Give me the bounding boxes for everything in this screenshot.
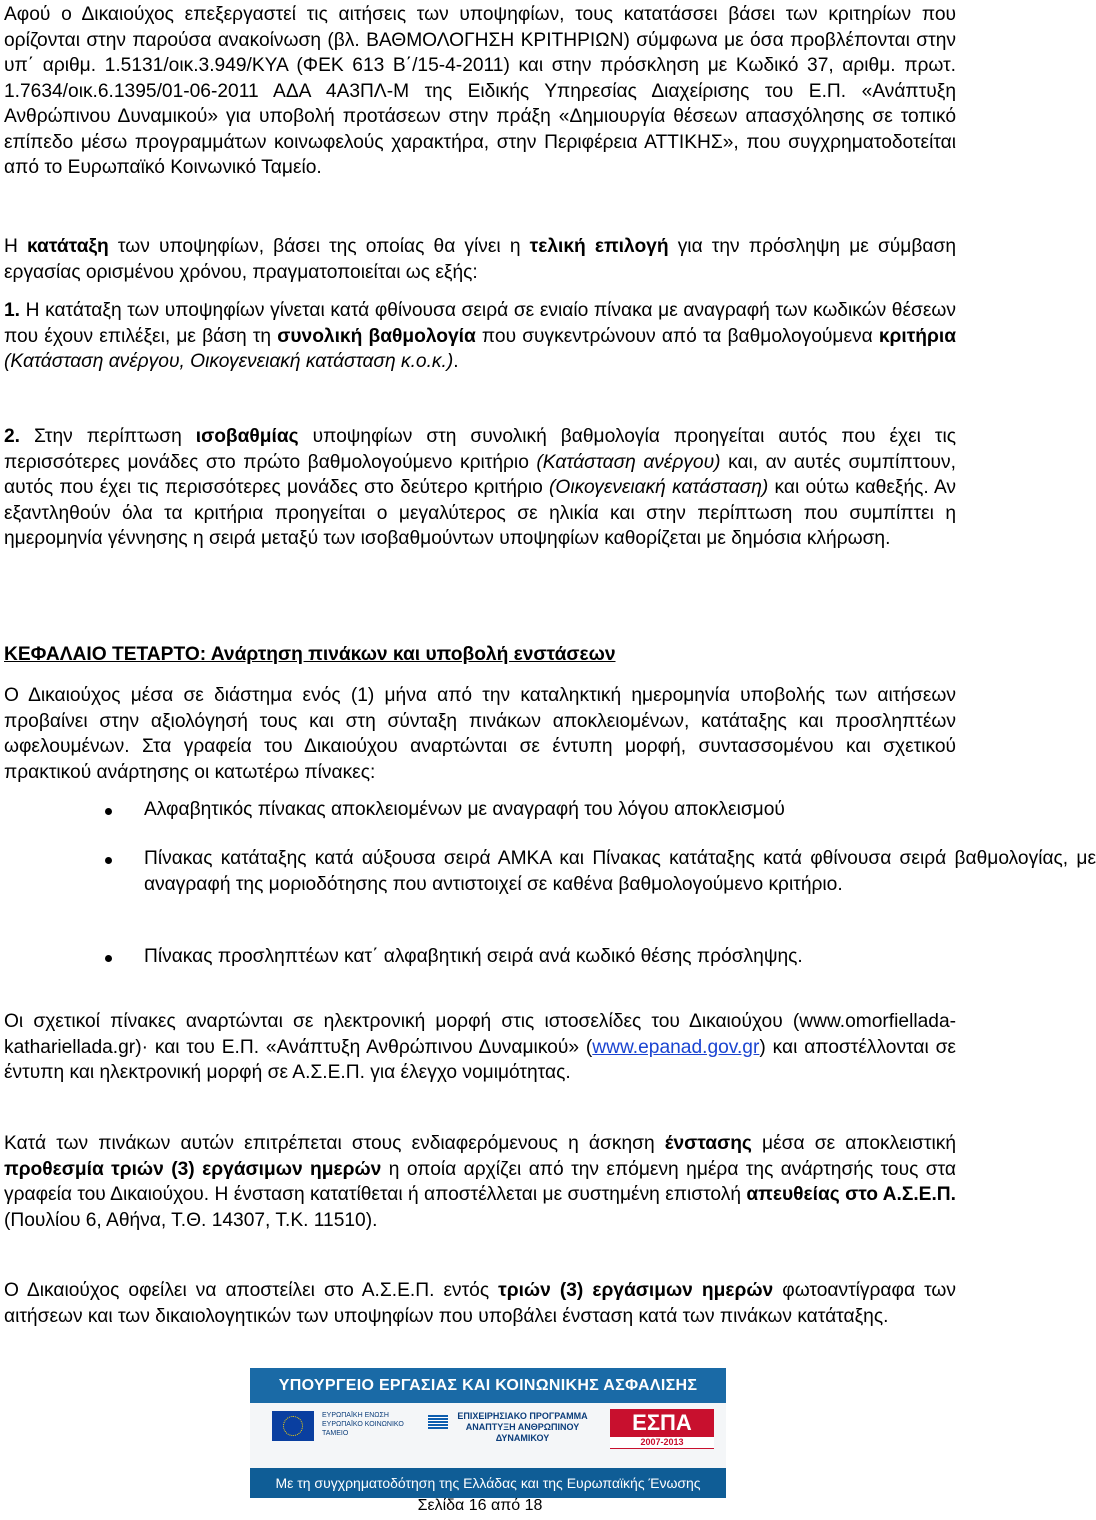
paragraph-rule-1	[4, 298, 956, 375]
italic-text: (Οικογενειακή κατάσταση)	[549, 477, 769, 498]
list-item	[4, 797, 1096, 823]
bold-text: τελική επιλογή	[529, 236, 669, 257]
list-item	[4, 944, 1096, 970]
bold-text: κατάταξη	[27, 236, 109, 257]
espa-label: ΕΣΠΑ	[632, 1410, 692, 1435]
paragraph-ranking-intro: Αφού ο Δικαιούχος επεξεργαστεί τις αιτήσεις των υποψηφίων, τους κατατάσσει βάσει των κριτηρίων που ορίζονται στην παρούσα ανακοίνωση (βλ. ΒΑΘΜΟΛΟΓΗΣΗ ΚΡΙΤΗΡΙΩΝ) σύμφωνα με όσα προβλέπονται στην υπ΄ αριθμ. 1.5131/οικ.3.949/ΚΥΑ (ΦΕΚ 613 Β΄/15-4-2011) και στην πρόσκληση με Κωδικό 37, αριθμ. πρωτ. 1.7634/οικ.6.1395/01-06-2011 ΑΔΑ 4Α3ΠΛ-Μ της Ειδικής Υπηρεσίας Διαχείρισης του Ε.Π. «Ανάπτυξη Ανθρώπινου Δυναμικού» για υποβολή προτάσεων στην πράξη «Δημιουργία θέσεων απασχόλησης σε τοπικό επίπεδο μέσω προγραμμάτων κοινωφελούς χαρακτήρα, στην Περιφέρεια ΑΤΤΙΚΗΣ», που συγχρηματοδοτείται από το Ευρωπαϊκό Κοινωνικό Ταμείο.	[4, 4, 956, 178]
text: υποψηφίων στη συνολική βαθμολογία προηγείται αυτός που έχει τις περισσότερες μονάδες στο πρώτο βαθμολογούμενο κριτήριο	[4, 426, 956, 473]
bold-text: συνολική βαθμολογία	[277, 325, 476, 347]
rule-number: 1.	[4, 300, 21, 321]
text: Η κατάταξη των υποψηφίων γίνεται κατά φθίνουσα σειρά σε ενιαίο πίνακα με αναγραφή των κωδικών θέσεων που έχουν επιλέξει, με βάση τη	[4, 300, 956, 347]
bold-text: απευθείας στο Α.Σ.Ε.Π.	[746, 1184, 956, 1205]
text: .	[453, 351, 459, 372]
rule-number: 2.	[4, 426, 21, 447]
text: ) και αποστέλλονται σε έντυπη και ηλεκτρονική μορφή σε Α.Σ.Ε.Π. για έλεγχο νομιμότητας.	[4, 1036, 956, 1083]
bullet-icon	[105, 955, 112, 962]
text: και ούτω καθεξής. Αν εξαντληθούν όλα τα κριτήρια προηγείται ο μεγαλύτερος σε ηλικία και στην περίπτωση που συμπίπτει η ημερομηνία γέννησης η σειρά μεταξύ των ισοβαθμούντων υποψηφίων καθορίζεται με δημόσια κλήρωση.	[4, 477, 956, 549]
cofinance-text: Με τη συγχρηματοδότηση της Ελλάδας και της Ευρωπαϊκής Ένωσης	[250, 1468, 726, 1498]
text: Κατά των πινάκων αυτών επιτρέπεται στους ενδιαφερόμενους η άσκηση	[4, 1133, 665, 1154]
list-item	[4, 846, 1096, 897]
paragraph-rule-2	[4, 424, 956, 552]
text: που συγκεντρώνουν από τα βαθμολογούμενα	[475, 325, 879, 347]
bold-text: ένστασης	[664, 1133, 752, 1154]
text: για την πρόσληψη με σύμβαση εργασίας ορισμένου χρόνου, πραγματοποιείται ως εξής:	[4, 236, 956, 283]
italic-text: (Κατάσταση ανέργου)	[536, 451, 721, 473]
list-item-text: Αλφαβητικός πίνακας αποκλειομένων με αναγραφή του λόγου αποκλεισμού	[144, 799, 785, 820]
bold-text: τριών (3) εργάσιμων ημερών	[498, 1280, 774, 1301]
paragraph-objections	[4, 1131, 956, 1233]
eu-label: ΕΥΡΩΠΑΪΚΗ ΕΝΩΣΗ ΕΥΡΩΠΑΪΚΟ ΚΟΙΝΩΝΙΚΟ ΤΑΜΕΙΟ	[322, 1412, 404, 1437]
bold-text: κριτήρια	[878, 325, 956, 347]
text: Στην περίπτωση	[20, 426, 196, 447]
ministry-title: ΥΠΟΥΡΓΕΙΟ ΕΡΓΑΣΙΑΣ ΚΑΙ ΚΟΙΝΩΝΙΚΗΣ ΑΣΦΑΛΙΣΗΣ	[250, 1368, 726, 1403]
operational-programme-logo: ΕΠΙΧΕΙΡΗΣΙΑΚΟ ΠΡΟΓΡΑΜΜΑ ΑΝΑΠΤΥΞΗ ΑΝΘΡΩΠΙΝΟΥ ΔΥΝΑΜΙΚΟΥ	[457, 1411, 588, 1443]
text: Ο Δικαιούχος οφείλει να αποστείλει στο Α.Σ.Ε.Π. εντός	[4, 1280, 499, 1301]
bold-text: προθεσμία τριών (3) εργάσιμων ημερών	[4, 1158, 382, 1180]
list-item-text: Πίνακας κατάταξης κατά αύξουσα σειρά ΑΜΚΑ και Πίνακας κατάταξης κατά φθίνουσα σειρά βαθμολογίας, με αναγραφή της μοριοδότησης που αντιστοιχεί σε καθένα βαθμολογούμενο κριτήριο.	[144, 848, 1096, 895]
espa-years: 2007-2013	[610, 1437, 714, 1448]
text: μέσα σε αποκλειστική	[751, 1133, 956, 1154]
paragraph-posting-tables: Ο Δικαιούχος μέσα σε διάστημα ενός (1) μήνα από την καταληκτική ημερομηνία υποβολής των αιτήσεων προβαίνει στην αξιολόγησή τους και στη σύνταξη πινάκων αποκλειομένων, κατάταξης και προσληπτέων ωφελουμένων. Στα γραφεία του Δικαιούχου αναρτώνται σε έντυπη μορφή, συντασσομένου και σχετικού πρακτικού ανάρτησης οι κατωτέρω πίνακες:	[4, 685, 956, 783]
text: Οι σχετικοί πίνακες αναρτώνται σε ηλεκτρονική μορφή στις ιστοσελίδες του Δικαιούχου (www.omorfiellada-kathariellada.gr)· και του Ε.Π. «Ανάπτυξη Ανθρώπινου Δυναμικού» (	[4, 1011, 956, 1058]
espa-logo	[610, 1409, 714, 1449]
chapter-heading: ΚΕΦΑΛΑΙΟ ΤΕΤΑΡΤΟ: Ανάρτηση πινάκων και υποβολή ενστάσεων	[4, 644, 616, 665]
italic-text: (Κατάσταση ανέργου, Οικογενειακή κατάσταση κ.ο.κ.)	[4, 351, 454, 372]
paragraph-ranking-definition	[4, 234, 956, 285]
text: η οποία αρχίζει από την επόμενη ημέρα της ανάρτησής τους στα γραφεία του Δικαιούχου. Η ένσταση κατατίθεται ή αποστέλλεται με συστημένη επιστολή	[4, 1158, 956, 1205]
eu-stars-icon	[283, 1416, 303, 1436]
text: φωτοαντίγραφα των αιτήσεων και των δικαιολογητικών των υποψηφίων που υποβάλει ένσταση κατά των πινάκων κατάταξης.	[4, 1280, 956, 1327]
text: και, αν αυτές συμπίπτουν, αυτός που έχει τις περισσότερες μονάδες στο δεύτερο κριτήριο	[4, 451, 956, 498]
paragraph-electronic-posting	[4, 1009, 956, 1086]
greek-flag-icon	[428, 1415, 448, 1429]
text: των υποψηφίων, βάσει της οποίας θα γίνει η	[108, 236, 530, 257]
funding-banner	[250, 1368, 726, 1498]
bullet-icon	[105, 857, 112, 864]
paragraph-forward-documents	[4, 1278, 956, 1329]
page-number: Σελίδα 16 από 18	[417, 1497, 543, 1514]
eu-flag-icon	[272, 1411, 314, 1441]
bold-text: ισοβαθμίας	[195, 426, 299, 447]
list-item-text: Πίνακας προσληπτέων κατ΄ αλφαβητική σειρά ανά κωδικό θέσης πρόσληψης.	[144, 946, 803, 967]
bullet-icon	[105, 808, 112, 815]
text: Η	[4, 236, 27, 257]
text: (Πουλίου 6, Αθήνα, Τ.Θ. 14307, Τ.Κ. 11510).	[4, 1209, 378, 1231]
epanad-link[interactable]: www.epanad.gov.gr	[592, 1036, 760, 1058]
logos-strip	[250, 1403, 726, 1468]
